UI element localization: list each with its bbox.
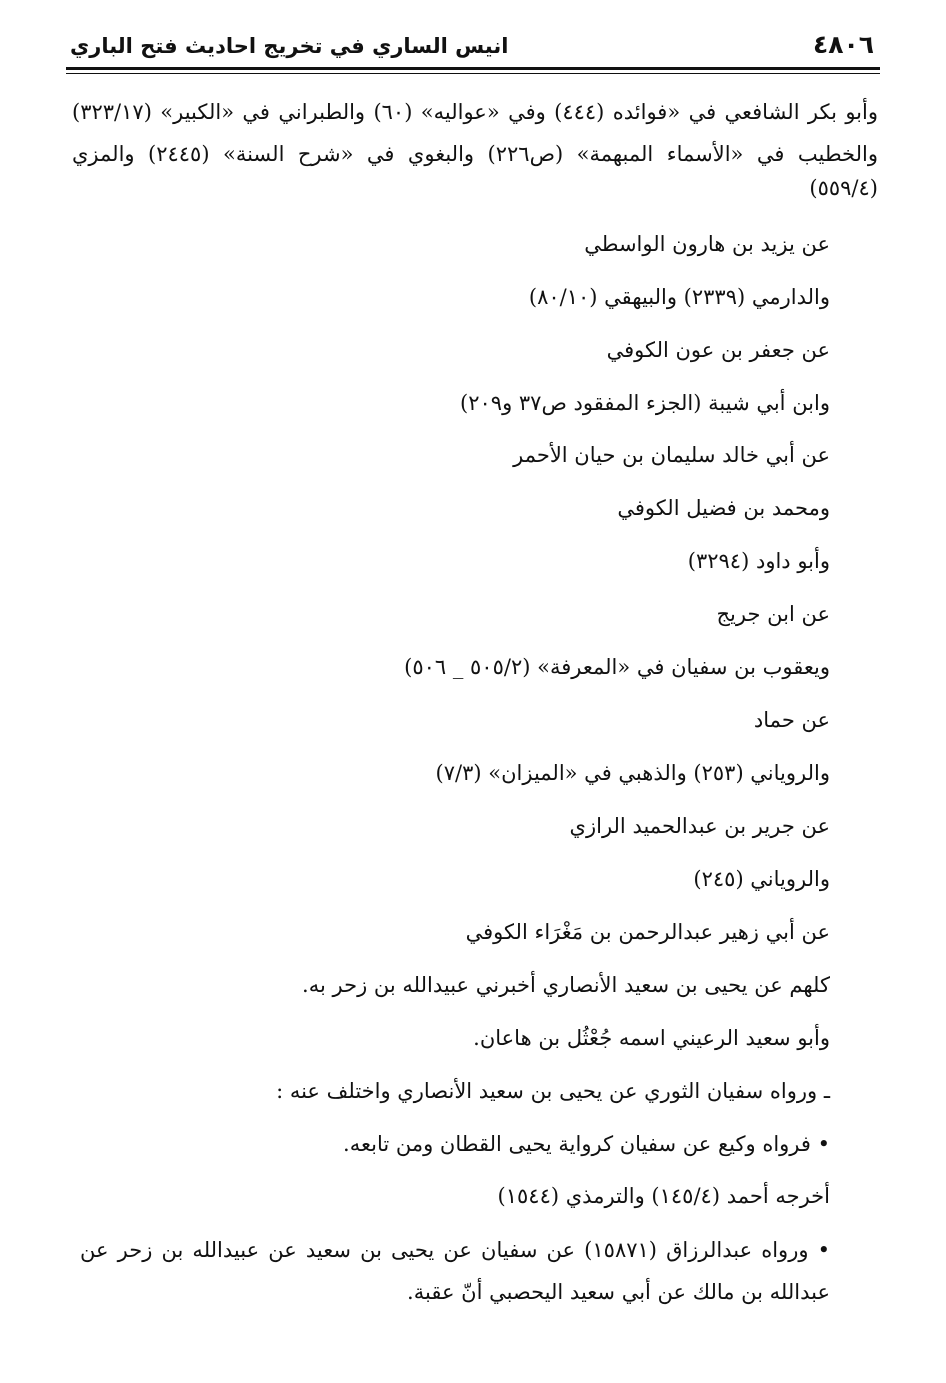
text-line: ومحمد بن فضيل الكوفي [617, 496, 830, 520]
text-line: والدارمي (٢٣٣٩) والبيهقي (٨٠/١٠) [528, 285, 830, 309]
text-line: وأبو داود (٣٢٩٤) [687, 549, 830, 573]
paragraph-line: (٥٥٩/٤) [809, 176, 878, 200]
page-number: ٤٨٠٦ [812, 30, 874, 59]
book-title: انيس الساري في تخريج احاديث فتح الباري [70, 34, 509, 58]
text-line: وابن أبي شيبة (الجزء المفقود ص٣٧ و٢٠٩) [460, 391, 830, 415]
header-rule-thick [66, 67, 880, 70]
text-line: عن ابن جريج [716, 602, 830, 626]
header-rule-thin [66, 73, 880, 74]
text-line: ـ ورواه سفيان الثوري عن يحيى بن سعيد الأنصاري واختلف عنه : [276, 1079, 830, 1103]
paragraph-line: عبدالله بن مالك عن أبي سعيد اليحصبي أنّ عقبة. [407, 1280, 830, 1304]
running-header [68, 28, 878, 68]
text-line: عن حماد [753, 708, 830, 732]
paragraph-line: • ورواه عبدالرزاق (١٥٨٧١) عن سفيان عن يحيى بن سعيد عن عبيدالله بن زحر عن [80, 1238, 830, 1262]
text-line: عن جعفر بن عون الكوفي [606, 338, 830, 362]
paragraph-line: والخطيب في «الأسماء المبهمة» (ص٢٢٦) والبغوي في «شرح السنة» (٢٤٤٥) والمزي [72, 142, 878, 166]
text-line: وأبو سعيد الرعيني اسمه جُعْثُل بن هاعان. [473, 1026, 830, 1050]
text-line: والروياني (٢٥٣) والذهبي في «الميزان» (٧/٣) [435, 761, 830, 785]
text-line: • فرواه وكيع عن سفيان كرواية يحيى القطان ومن تابعه. [343, 1132, 830, 1156]
text-line: عن جرير بن عبدالحميد الرازي [569, 814, 830, 838]
text-line: أخرجه أحمد (١٤٥/٤) والترمذي (١٥٤٤) [497, 1184, 830, 1208]
text-line: عن يزيد بن هارون الواسطي [584, 232, 830, 256]
text-line: عن أبي خالد سليمان بن حيان الأحمر [513, 443, 830, 467]
paragraph-line: وأبو بكر الشافعي في «فوائده (٤٤٤) وفي «عواليه» (٦٠) والطبراني في «الكبير» (٣٢٣/١٧) [72, 100, 878, 124]
text-line: كلهم عن يحيى بن سعيد الأنصاري أخبرني عبيدالله بن زحر به. [302, 973, 830, 997]
text-line: عن أبي زهير عبدالرحمن بن مَغْرَاء الكوفي [465, 920, 830, 944]
text-line: ويعقوب بن سفيان في «المعرفة» (٥٠٥/٢ _ ٥٠٦) [404, 655, 830, 679]
text-line: والروياني (٢٤٥) [693, 867, 830, 891]
